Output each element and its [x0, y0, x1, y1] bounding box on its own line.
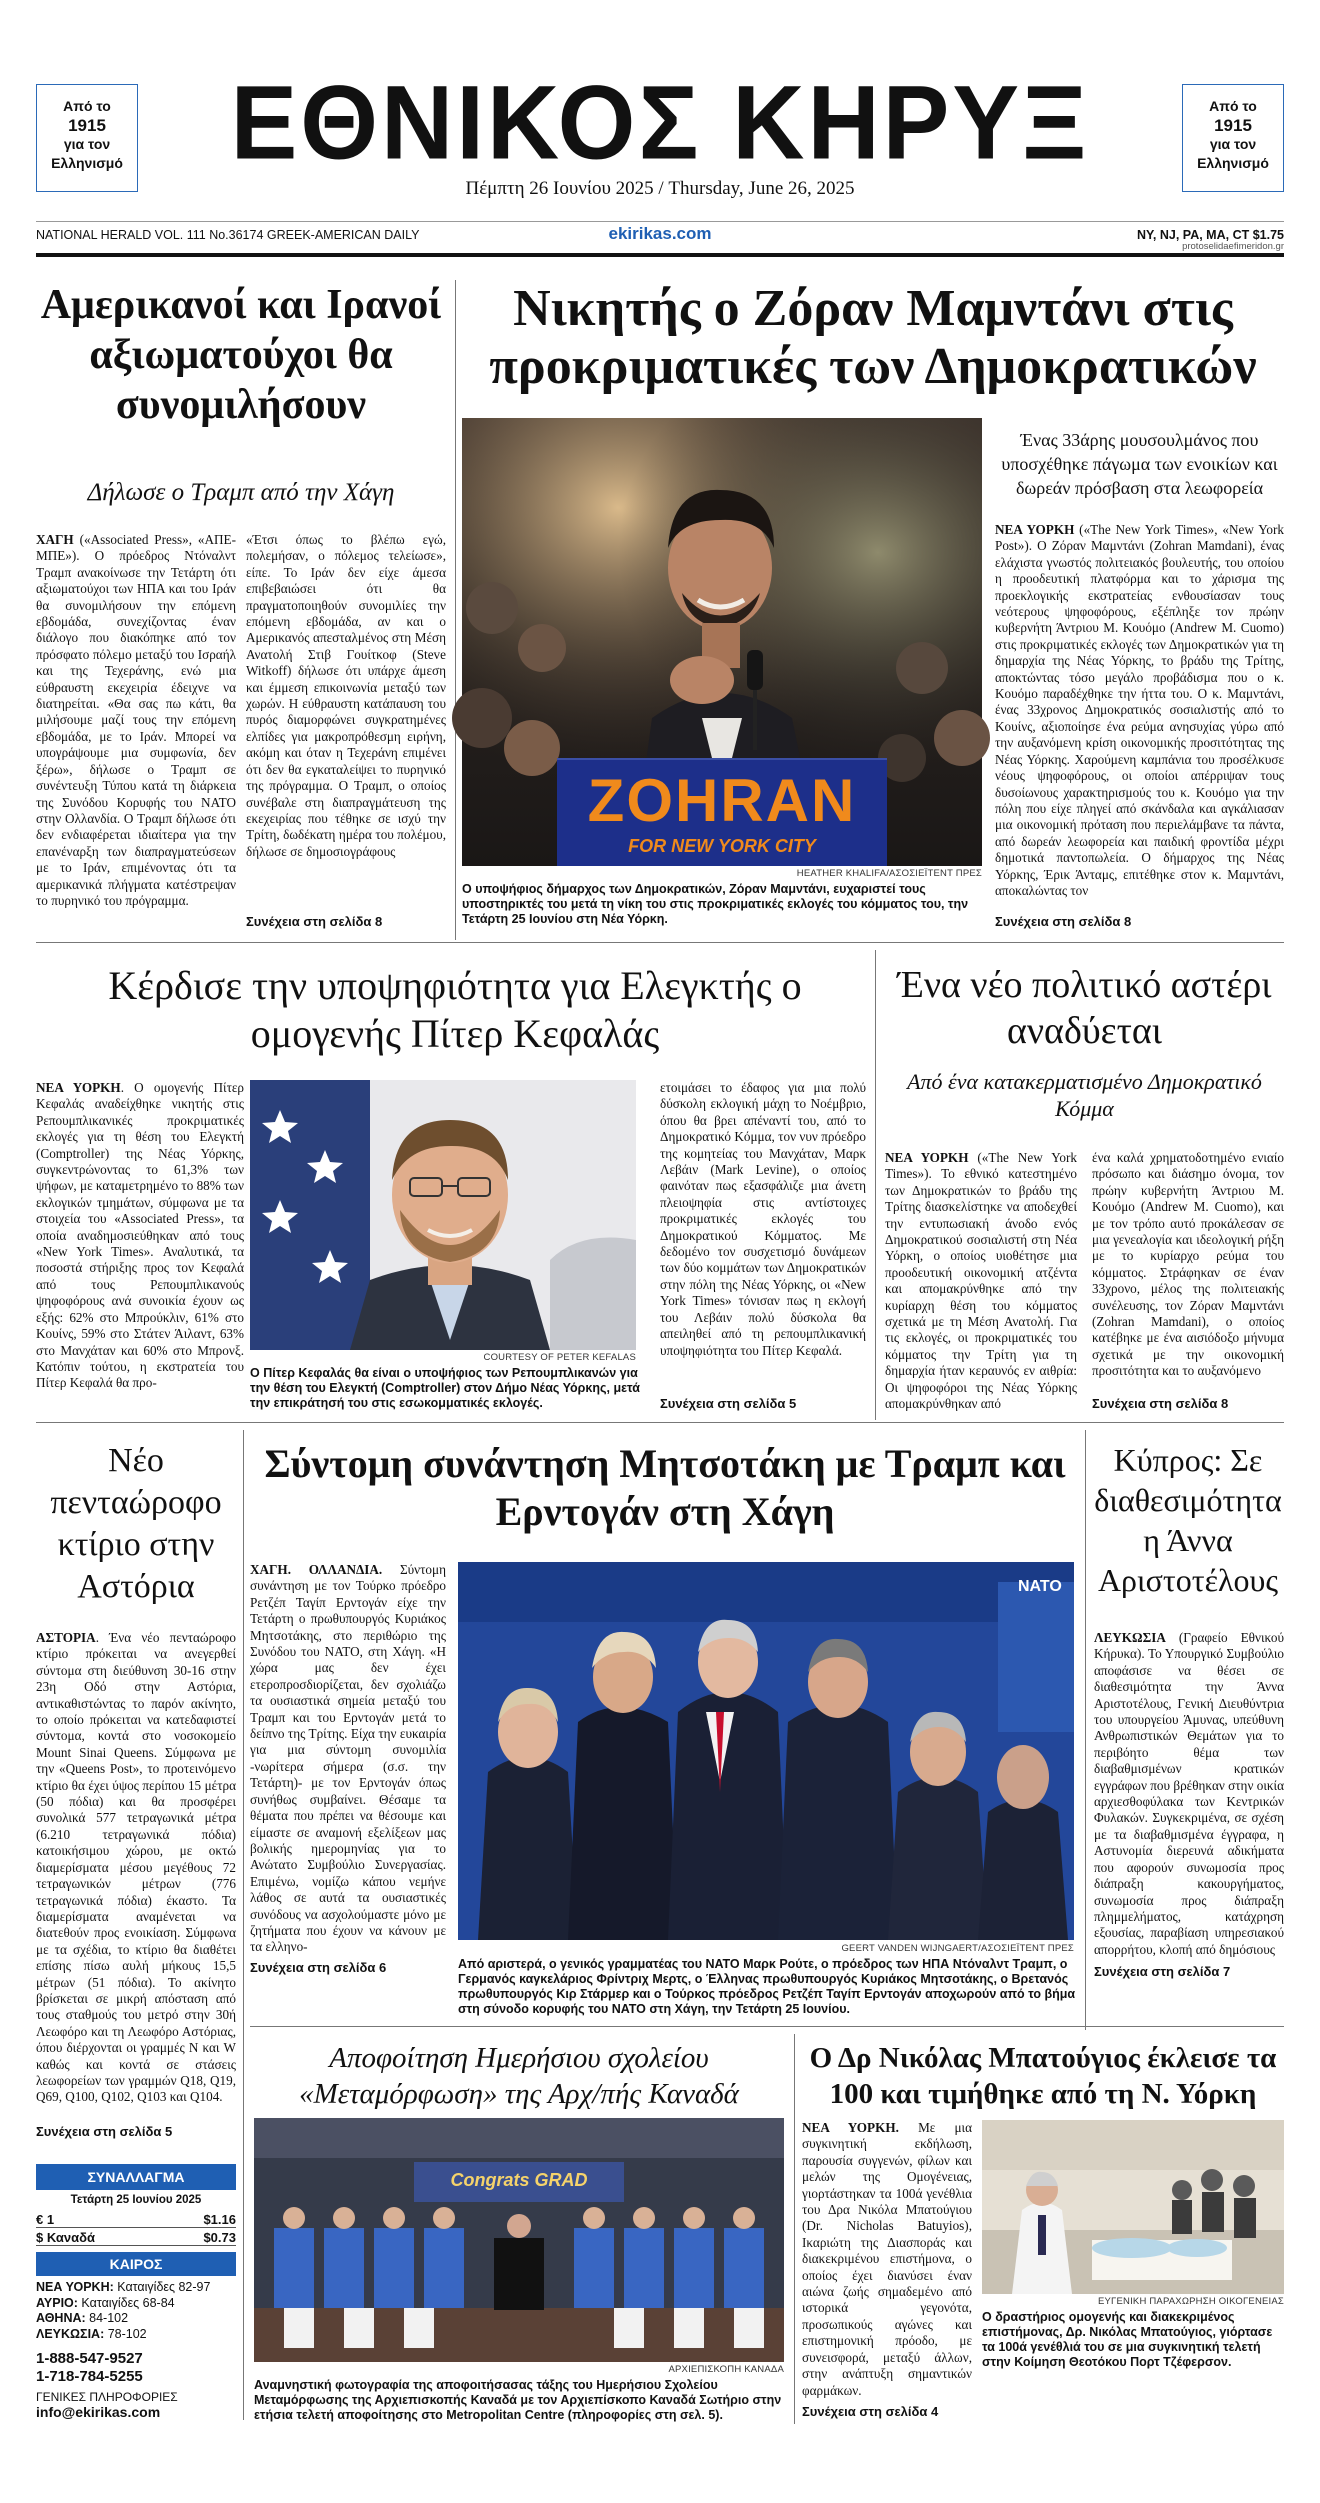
article-text: ετοιμάσει το έδαφος για μια πολύ δύσκολη εκλογική μάχη το Νοέμβριο, όπου θα βρει απέναντί του, από το Δημοκρατικό Κόμμα, τον νυν πρόεδρο της κομητείας του Μανχάταν, Μαρκ Λεβάιν (Mark Levine), ο οποίος φαινόταν πως εξασφάλιζε μια άνετη πλειοψηφία στις αντίστοιχες προκριματικές εκλογές του Δημοκρατικού Κόμματος. Με δεδομένο τον συσχετισμό δυνάμεων των δύο κομμάτων των Δημοκρατικών στην πόλη της Νέας Υόρκης, οι «New York Times» τόνισαν πως η εκλογή του Λεβάιν πολύ δύσκολα θα απειληθεί από τη ρεπουμπλικανική υποψηφιότητα του Πίτερ Κεφαλά. — [660, 1080, 866, 1358]
caption-kefalas: Ο Πίτερ Κεφαλάς θα είναι ο υποψήφιος των Ρεπουμπλικανών για την θέση του Ελεγκτή (Comptroller) στον Δήμο Νέας Υόρκης, μετά την επικράτησή του στις εσωκομματικές εκλογές. — [250, 1366, 640, 1410]
since-1915-box-right — [1182, 84, 1284, 192]
continue-kefalas[interactable]: Συνέχεια στη σελίδα 5 — [660, 1396, 797, 1411]
dateline: ΝΕΑ ΥΟΡΚΗ. — [802, 2120, 899, 2135]
since-1915-box-left — [36, 84, 138, 192]
weather-list — [36, 2280, 236, 2342]
since-line: Από το — [63, 98, 111, 114]
body-iran-col2 — [246, 532, 446, 910]
zohran-sign-text: ZOHRAN — [587, 767, 857, 834]
credit-batuyios: ΕΥΓΕΝΙΚΗ ΠΑΡΑΧΩΡΗΣΗ ΟΙΚΟΓΕΝΕΙΑΣ — [1097, 2296, 1284, 2307]
continue-zohran[interactable]: Συνέχεια στη σελίδα 8 — [995, 914, 1132, 929]
dateline: ΝΕΑ ΥΟΡΚΗ — [36, 1080, 121, 1095]
fx-row — [36, 2230, 236, 2246]
zohran-sign — [557, 758, 887, 866]
body-star-col1 — [885, 1150, 1077, 1410]
weather-city: ΑΘΗΝΑ: — [36, 2311, 86, 2325]
fx-label: € 1 — [36, 2212, 55, 2227]
phone-1[interactable]: 1-888-547-9527 — [36, 2350, 143, 2367]
weather-city: ΛΕΥΚΩΣΙΑ: — [36, 2326, 105, 2341]
weather-row — [36, 2311, 236, 2327]
headline-iran: Αμερικανοί και Ιρανοί αξιωματούχοι θα συνομιλήσουν — [40, 282, 442, 428]
article-text: . Ένα νέο πενταώροφο κτίριο πρόκειται να ανεγερθεί σύντομα στη διεύθυνση 30-16 στην 23η Οδό στην Αστόρια, αντικαθιστώντας το παρόν ακίνητο, το οποίο πρόκειται να κατεδαφιστεί σύντομα, κοντά στο νοσοκομείο Mount Sinai Queens. Σύμφωνα με την «Queens Post», το προτεινόμενο κτίριο θα έχει ύψος περίπου 15 μέτρα (50 πόδια) και θα προσφέρει συνολικά 577 τετραγωνικά μέτρα (6.210 τετραγωνικά πόδια) κατοικήσιμου χώρου, με οκτώ διαμερίσματα μέσου μεγέθους 72 τετραγωνικών μέτρων (776 τετραγωνικά πόδια) έκαστο. Τα διαμερίσματα αναμένεται να διατεθούν προς ενοικίαση. Σύμφωνα με τα σχέδια, το κτίριο θα διαθέτει επίσης πίσω αυλή μήκους 15,5 μέτρων (51 πόδια). Το ακίνητο βρίσκεται σε μικρή απόσταση από τους σταθμούς του μετρό στην 30ή Λεωφόρο και τη Λεωφόρο Αστόριας, όπου διέρχονται οι γραμμές N και W καθώς και κοντά σε στάσεις λεωφορείων των γραμμών Q18, Q19, Q69, Q100, Q102, Q103 και Q104. — [36, 1630, 236, 2105]
credit-school: ΑΡΧΙΕΠΙΣΚΟΠΗ ΚΑΝΑΔΑ — [668, 2364, 784, 2375]
since-year: 1915 — [1214, 116, 1252, 135]
body-kefalas-col2 — [660, 1080, 866, 1380]
body-mitsotakis — [250, 1562, 446, 1955]
article-text: («Associated Press», «ΑΠΕ-ΜΠΕ»). Ο πρόεδρος Ντόναλντ Τραμπ ανακοίνωσε την Τετάρτη ότι αξιωματούχοι των ΗΠΑ και του Ιράν θα συνομιλήσουν την επόμενη εβδομάδα, συνεχίζοντας έναν διάλογο που διακόπηκε από τον πρόσφατο πόλεμο μεταξύ του Ισραήλ και της Τεχεράνης, ενώ μια εύθραυστη εκεχειρία έδειχνε να διατηρείται. «Θα σας πω κάτι, θα μιλήσουμε μαζί τους την επόμενη εβδομάδα, με το Ιράν. Μπορεί να υπογράψουμε μια συμφωνία, δεν ξέρω», δήλωσε ο Τραμπ σε συνέντευξη Τύπου κατά τη διάρκεια της Συνόδου Κορυφής του ΝΑΤΟ στην Ολλανδία. Ο Τραμπ δήλωσε ότι δεν ενδιαφέρεται ιδιαίτερα για την επανέναρξη των διαπραγματεύσεων με το Ιράν, επιμένοντας ότι τα αμερικανικά πλήγματα κατέστρεψαν το πυρηνικό του πρόγραμμα. — [36, 532, 236, 908]
since-line: για τον — [1209, 136, 1257, 152]
photo-kefalas — [250, 1080, 636, 1350]
headline-cyprus: Κύπρος: Σε διαθεσιμότητα η Άννα Αριστοτέλους — [1094, 1442, 1282, 1598]
weather-text: 78-102 — [104, 2326, 147, 2341]
headline-school: Αποφοίτηση Ημερήσιου σχολείου «Μεταμόρφωση» της Αρχ/πής Καναδά — [299, 2042, 739, 2110]
subhead-iran: Δήλωσε ο Τραμπ από την Χάγη — [87, 479, 395, 506]
since-line: Από το — [1209, 98, 1257, 114]
article-text: . Ο ομογενής Πίτερ Κεφαλάς αναδείχθηκε νικητής στις Ρεπουμπλικανικές προκριματικές εκλογές για τη θέση του Ελεγκτή (Comptroller) της Νέας Υόρκης, συγκεντρώνοντας το 61,3% των ψήφων, με καταμετρημένο το 88% των εκλογικών τμημάτων, σύμφωνα με τα στοιχεία του «Associated Press», τα οποία αναδημοσιεύθηκαν από τους «New York Times». Αναλυτικά, τα ποσοστά στήριξης προς τον Κεφαλά από τους Ρεπουμπλικανούς ψηφοφόρους ανά συνοικία έχουν ως εξής: 62% στο Μπρούκλιν, 61% στο Κουίνς, 59% στο Στάτεν Άιλαντ, 63% στο Μανχάταν και 60% στο Μπρονξ. Κατόπιν τούτου, η εκστρατεία του Πίτερ Κεφαλά θα προ- — [36, 1080, 244, 1391]
continue-iran[interactable]: Συνέχεια στη σελίδα 8 — [246, 914, 383, 929]
article-text: «Έτσι όπως το βλέπω εγώ, πολεμήσαν, ο πόλεμος τελείωσε», είπε. Το Ιράν δεν είχε άμεσα επιβεβαιώσει ότι θα πραγματοποιηθούν συνομιλίες την επόμενη εβδομάδα, αν και ο Αμερικανός απεσταλμένος στη Μέση Ανατολή Στιβ Γουίτκοφ (Steve Witkoff) δήλωσε ότι υπάρχε άμεση και έμμεση επικοινωνία μεταξύ των χωρών. Η εύθραυστη κατάπαυση του πυρός διαμορφώνει συγκρατημένες ελπίδες για μακροπρόθεσμη ειρήνη, ακόμη και όταν η Τεχεράνη επιμένει ότι δεν θα εγκαταλείψει το πυρηνικό της πρόγραμμα. Ο Τραμπ, ο οποίος συνέβαλε στη διαπραγμάτευση της εκεχειρίας που τέθηκε σε ισχύ την Τρίτη, δωδέκατη ημέρα του πολέμου, δήλωσε σε δημοσιογράφους — [246, 532, 446, 859]
col-rule — [875, 950, 876, 1420]
masthead-rule-top — [36, 221, 1284, 222]
photo-zohran — [462, 418, 982, 866]
row-rule — [36, 1422, 1284, 1423]
caption-school: Αναμνηστική φωτογραφία της αποφοιτήσασας τάξης του Ημερήσιου Σχολείου Μεταμόρφωσης της Αρχιεπισκοπής Καναδά με τον Αρχιεπίσκοπο Καναδά Σωτήριο στην ετήσια τελετή αποφοίτησης στο Metropolitan Centre (πληροφορίες στη σελ. 5). — [254, 2378, 782, 2422]
weather-text: Καταιγίδες 82-97 — [113, 2280, 211, 2294]
school-banner: Congrats GRAD — [450, 2170, 588, 2190]
article-text: ένα καλά χρηματοδοτημένο ενιαίο πρόσωπο και διάσημο όνομα, τον πρώην κυβερνήτη Άντριου Μ. Κουόμο (Andrew M. Cuomo), και με τον τρόπο αυτό προκάλεσαν σε μια γενεαλογία και ιδεολογική ρήξη με το κυρίαρχο ρεύμα του κόμματος. Στράφηκαν σε έναν 33χρονο, μέλος της πολιτειακής συνέλευσης, τον Ζόραν Μαμντάνι (Zohran Mamdani), ο οποίος κατέβηκε με ένα αισιόδοξο μήνυμα σχετικά με την οικονομική προσιτότητα και το αυξανόμενο — [1092, 1150, 1284, 1379]
since-year: 1915 — [68, 116, 106, 135]
credit-zohran: HEATHER KHALIFA/ΑΣΟΣΙΕΪΤΕΝΤ ΠΡΕΣ — [796, 868, 982, 879]
dateline: ΧΑΓΗ. ΟΛΛΑΝΔΙΑ. — [250, 1562, 383, 1577]
masthead-date: Πέμπτη 26 Ιουνίου 2025 / Thursday, June 26, 2025 — [465, 178, 855, 199]
col-rule — [243, 1430, 244, 2420]
fx-label: $ Καναδά — [36, 2230, 96, 2245]
article-text: («The New York Times», «New York Post»). Ο Ζόραν Μαμντάνι (Zohran Mamdani), ένας ελάχιστα γνωστός πολιτειακός βουλευτής, του οποίου η προοδευτική πλατφόρμα και το χάρισμα της προεκλογικής εκστρατείας ενθουσίασαν τους νεότερους ψηφοφόρους, εξέπληξε τον πρώην κυβερνήτη Άντριου Μ. Κουόμο (Andrew M. Cuomo) στις προκριματικές εκλογές των Δημοκρατικών για τη δημαρχία της Νέας Υόρκης, το βράδυ της Τρίτης, αποκτώντας τόσο μεγάλο προβάδισμα που ο κ. Κουόμο παραδέχθηκε την ήττα του. Ο κ. Μαμντάνι, ένας 33χρονος Δημοκρατικός σοσιαλιστής από το Κουίνς, αξιοποίησε ένα ρεύμα ανησυχίας γύρω από την αυξανόμενη κρίση οικονομικής προσιτότητας της Νέας Υόρκης. Χαρούμενη καμπάνια του προσέλκυσε νέους ψηφοφόρους, οι οποίοι απέρριψαν τους δυσοίωνους χαρακτηρισμούς του κ. Κουόμο για την πόλη που είχε πληγεί από σκάνδαλα και αγκάλιασαν μια οικονομική πρόταση που περιελάμβανε τα πάντα, από δωρεάν λεωφορεία και παιδική φροντίδα μέχρι δημοτικά παντοπωλεία. Ο δήμαρχος της Νέας Υόρκης, Έρικ Άνταμς, επιτέθηκε στον κ. Μαμντάνι, αποκαλώντας τον — [995, 522, 1284, 898]
batuyios-scene — [982, 2120, 1284, 2294]
article-text: («The New York Times»). Το εθνικό κατεστημένο των Δημοκρατικών το βράδυ της Τρίτης διασκελίστηκε να αποδεχθεί την εντυπωσιακή άνοδο ενός Δημοκρατικού σοσιαλιστή στη Νέα Υόρκη, ο οποίος υιοθέτησε μια προοδευτική οικονομική ατζέντα και απομακρύνθηκε από την κυρίαρχη θέση του κόμματος σχετικά με τη Μέση Ανατολή. Για τις εκλογές, οι προκριματικές του κόμματος την Τρίτη για τη δημαρχία ήταν κεραυνός εν αιθρία: Οι ψηφοφόροι της Νέας Υόρκης απομακρύνθηκαν από — [885, 1150, 1077, 1412]
headline-star: Ένα νέο πολιτικό αστέρι αναδύεται — [897, 964, 1272, 1052]
website-link[interactable]: ekirikas.com — [608, 224, 712, 243]
headline-mitsotakis: Σύντομη συνάντηση Μητσοτάκη με Τραμπ και Ερντογάν στη Χάγη — [264, 1441, 1066, 1534]
col-rule — [455, 280, 456, 940]
headline-zohran: Νικητής ο Ζόραν Μαμντάνι στις προκριματικές των Δημοκρατικών — [489, 280, 1257, 395]
body-astoria — [36, 1630, 236, 2120]
masthead-strip-left: NATIONAL HERALD VOL. 111 No.36174 GREEK-AMERICAN DAILY — [36, 228, 420, 242]
fx-value: $1.16 — [203, 2212, 236, 2227]
info-email[interactable]: info@ekirikas.com — [36, 2404, 161, 2420]
photo-batuyios — [982, 2120, 1284, 2294]
since-line: Ελληνισμό — [51, 155, 123, 171]
weather-text: Καταιγίδες 68-84 — [77, 2295, 175, 2310]
masthead-title: ΕΘΝΙΚΟΣ ΚΗΡΥΞ — [230, 64, 1090, 182]
article-text: (Γραφείο Εθνικού Κήρυκα). Το Υπουργικό Συμβούλιο αποφάσισε να θέσει σε διαθεσιμότητα την Άννα Αριστοτέλους, Γενική Διευθύντρια του υπουργείου Άμυνας, υπεύθυνη Ανθρωπιστικών Θεμάτων για το περιβόητο θέμα των διαβαθμισμένων κρατικών εγγράφων που βρέθηκαν στην οικία αρχιεσθοφύλακα των Κεντρικών Φυλακών. Συγκεκριμένα, σε σχέση με τα διαβαθμισμένα έγγραφα, η Αστυνομία διερευνά αδικήματα που αφορούν συνωμοσία προς διάπραξη κακουργήματος, συνωμοσία προς διάπραξη πλημμελήματος, κατάχρηση εξουσίας, παραβίαση υπηρεσιακού απορρήτου, κλοπή από δημόσιους — [1094, 1630, 1284, 1957]
continue-batuyios[interactable]: Συνέχεια στη σελίδα 4 — [802, 2404, 939, 2419]
weather-row — [36, 2280, 236, 2296]
row-rule — [250, 2026, 1284, 2027]
body-star-col2 — [1092, 1150, 1284, 1388]
body-kefalas-col1 — [36, 1080, 244, 1410]
nato-label: NATO — [1018, 1578, 1062, 1595]
fx-date: Τετάρτη 25 Ιουνίου 2025 — [70, 2194, 202, 2206]
headline-astoria: Νέο πενταώροφο κτίριο στην Αστόρια — [50, 1442, 222, 1605]
article-text: Σύντομη συνάντηση με τον Τούρκο πρόεδρο Ρετζέπ Ταγίπ Ερντογάν είχε την Τετάρτη ο πρωθυπουργός Κυριάκος Μητσοτάκης, στο περιθώριο της Συνόδου του ΝΑΤΟ, στη Χάγη. «Η χώρα μας δεν έχει ετεροπροσδιορίζεται, δεν σχολιάζω τα ουσιαστικά σημεία μεταξύ του Τραμπ και του Ερντογάν μετά το δείπνο της Τρίτης. Είχα την ευκαιρία για μια σύντομη συνομιλία -νωρίτερα σήμερα (σ.σ. την Τετάρτη)- με τον Ερντογάν όπως συνήθως συμβαίνει. Θέσαμε τα θέματα που πρέπει να θέσουμε και είμαστε σε αναμονή εξελίξεων μας βολικής ημερομηνίας για το Ανώτατο Συμβούλιο Συνεργασίας. Επιμένω, νομίζω κάπου νεμήνε λάθος σε αυτά τα ουσιαστικές συνόδους να ασχολούμαστε μόνο με ζητήματα που έχουν να κάνουν με τα ελληνο- — [250, 1562, 446, 1955]
weather-title: ΚΑΙΡΟΣ — [36, 2252, 236, 2276]
weather-text: 84-102 — [85, 2311, 129, 2325]
photo-school — [254, 2118, 784, 2362]
info-label: ΓΕΝΙΚΕΣ ΠΛΗΡΟΦΟΡΙΕΣ — [36, 2390, 178, 2404]
school-scene — [254, 2118, 784, 2362]
subhead-star: Από ένα κατακερματισμένο Δημοκρατικό Κόμμα — [907, 1069, 1262, 1121]
col-rule — [1085, 1430, 1086, 2030]
kefalas-scene — [250, 1080, 636, 1350]
fx-value: $0.73 — [203, 2230, 236, 2245]
since-line: Ελληνισμό — [1197, 155, 1269, 171]
dateline: ΧΑΓΗ — [36, 532, 74, 547]
body-cyprus — [1094, 1630, 1284, 1960]
body-batuyios — [802, 2120, 972, 2398]
since-line: για τον — [63, 136, 111, 152]
col-rule — [794, 2034, 795, 2424]
zohran-sign-subtext: FOR NEW YORK CITY — [628, 836, 816, 856]
fx-row — [36, 2212, 236, 2228]
body-zohran — [995, 522, 1284, 910]
weather-row — [36, 2327, 236, 2343]
continue-cyprus[interactable]: Συνέχεια στη σελίδα 7 — [1094, 1964, 1231, 1979]
caption-zohran: Ο υποψήφιος δήμαρχος των Δημοκρατικών, Ζόραν Μαμντάνι, ευχαριστεί τους υποστηρικτές του μετά τη νίκη του στις προκριματικές εκλογές του κόμματος του, την Τετάρτη 25 Ιουνίου στη Νέα Υόρκη. — [462, 882, 969, 926]
dateline: ΑΣΤΟΡΙΑ — [36, 1630, 96, 1645]
fx-title: ΣΥΝΑΛΛΑΓΜΑ — [36, 2164, 236, 2190]
dateline: ΛΕΥΚΩΣΙΑ — [1094, 1630, 1166, 1645]
continue-star[interactable]: Συνέχεια στη σελίδα 8 — [1092, 1396, 1229, 1411]
nato-scene — [458, 1562, 1074, 1940]
caption-nato: Από αριστερά, ο γενικός γραμματέας του ΝΑΤΟ Μαρκ Ρούτε, ο πρόεδρος των ΗΠΑ Ντόναλντ Τραμπ, ο Γερμανός καγκελάριος Φρίντριχ Μερτς, ο Έλληνας πρωθυπουργός Κυριάκος Μητσοτάκης, ο Βρετανός πρωθυπουργός Κιρ Στάρμερ και ο Τούρκος πρόεδρος Ρετζέπ Ταγίπ Ερντογάν αποχωρούν από το βήμα στη σύνοδο κορυφής του ΝΑΤΟ στη Χάγη, την Τετάρτη 25 Ιουνίου. — [458, 1957, 1076, 2016]
weather-city: ΑΥΡΙΟ: — [36, 2295, 78, 2310]
weather-city: ΝΕΑ ΥΟΡΚΗ: — [36, 2280, 114, 2294]
credit-nato: GEERT VANDEN WIJNGAERT/ΑΣΟΣΙΕΪΤΕΝΤ ΠΡΕΣ — [841, 1943, 1074, 1954]
dateline: ΝΕΑ ΥΟΡΚΗ — [995, 522, 1075, 537]
body-iran-col1 — [36, 532, 236, 932]
headline-kefalas: Κέρδισε την υποψηφιότητα για Ελεγκτής ο ομογενής Πίτερ Κεφαλάς — [108, 963, 802, 1056]
row-rule — [36, 942, 1284, 943]
subhead-zohran: Ένας 33άρης μουσουλμάνος που υποσχέθηκε πάγωμα των ενοικίων και δωρεάν πρόσβαση στα λεωφορεία — [1001, 430, 1278, 498]
credit-kefalas: COURTESY OF PETER KEFALAS — [483, 1352, 636, 1363]
headline-batuyios: Ο Δρ Νικόλας Μπατούγιος έκλεισε τα 100 και τιμήθηκε από τη Ν. Υόρκη — [809, 2042, 1277, 2110]
dateline: ΝΕΑ ΥΟΡΚΗ — [885, 1150, 969, 1165]
watermark: protoselidaefimeridon.gr — [1182, 241, 1284, 252]
masthead-rule-thick — [36, 253, 1284, 257]
photo-nato — [458, 1562, 1074, 1940]
continue-mitsotakis[interactable]: Συνέχεια στη σελίδα 6 — [250, 1960, 387, 1975]
caption-batuyios: Ο δραστήριος ομογενής και διακεκριμένος επιστήμονας, Δρ. Νικόλας Μπατούγιος, γιόρτασε τα 100ά γενέθλιά του σε μια συγκινητική τελετή στην Κοίμηση Θεοτόκου Πορτ Τζέφερσον. — [982, 2310, 1273, 2369]
continue-astoria[interactable]: Συνέχεια στη σελίδα 5 — [36, 2124, 173, 2139]
phone-2[interactable]: 1-718-784-5255 — [36, 2368, 143, 2385]
masthead-strip-right: NY, NJ, PA, MA, CT $1.75 — [1136, 228, 1284, 242]
article-text: Με μια συγκινητική εκδήλωση, παρουσία συγγενών, φίλων και μελών της Ομογένειας, γιορτάστηκαν τα 100ά γενέθλια του Δρα Νικόλα Μπατούγιου (Dr. Nicholas Batuyios), Ικαριώτη της Διασποράς και διακεκριμένου επιστήμονα, ο οποίος έχει διανύσει έναν αιώνα ζωής σημαδεμένο από ιστορικά γεγονότα, προσωπικούς αγώνες και επιστημονική πρόοδο, με συνεισφορά, μεταξύ άλλων, στην ανάπτυξη σημαντικών φαρμάκων. — [802, 2120, 972, 2398]
weather-row — [36, 2296, 236, 2312]
